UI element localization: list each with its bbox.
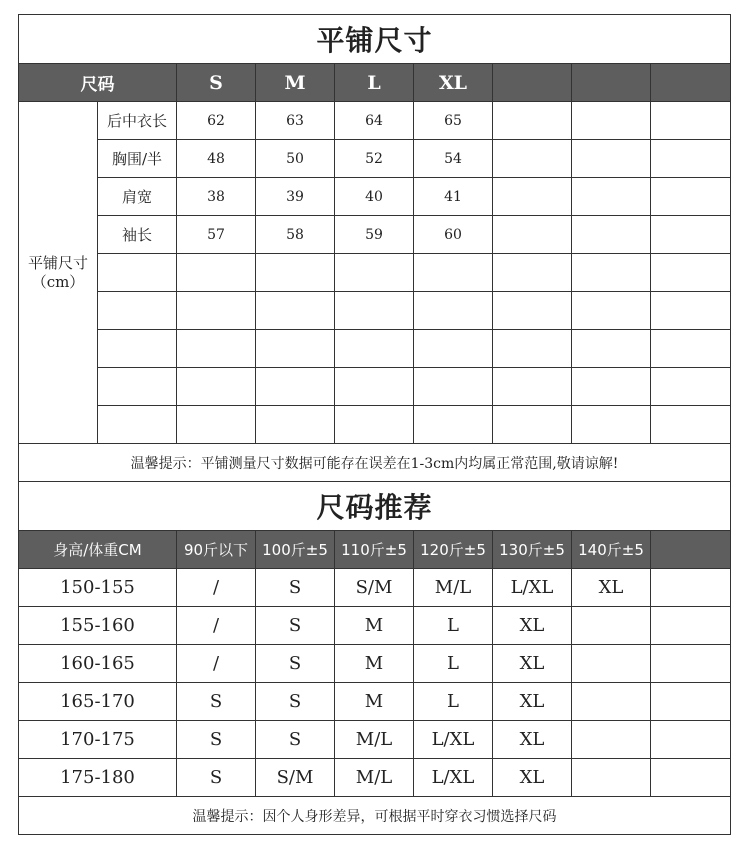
recommended-size	[572, 645, 651, 683]
recommended-size	[651, 569, 731, 607]
size-data-row	[19, 216, 731, 254]
measurement-name	[98, 368, 177, 406]
size-header-cell: M	[256, 64, 335, 102]
size-header-cell: L	[335, 64, 414, 102]
recommended-size	[651, 645, 731, 683]
recommend-header-cell: 100斤±5	[256, 531, 335, 569]
recommend-header-cell: 90斤以下	[177, 531, 256, 569]
measurement-value	[335, 330, 414, 368]
recommended-size: /	[177, 569, 256, 607]
recommend-section-title-row	[19, 482, 731, 531]
measurement-name: 袖长	[98, 216, 177, 254]
measurement-name	[98, 254, 177, 292]
measurement-value: 50	[256, 140, 335, 178]
measurement-value: 54	[414, 140, 493, 178]
measurement-value: 52	[335, 140, 414, 178]
size-group-unit: （cm）	[31, 272, 85, 291]
height-range: 170-175	[19, 721, 177, 759]
recommended-size: S	[256, 607, 335, 645]
measurement-value	[572, 140, 651, 178]
recommended-size: XL	[493, 645, 572, 683]
size-data-row	[19, 254, 731, 292]
measurement-value: 64	[335, 102, 414, 140]
recommend-header-cell: 120斤±5	[414, 531, 493, 569]
recommended-size	[572, 759, 651, 797]
measurement-value	[335, 406, 414, 444]
recommended-size	[572, 721, 651, 759]
size-group-title: 平铺尺寸	[27, 253, 88, 272]
size-note-row	[19, 444, 731, 482]
measurement-value	[256, 330, 335, 368]
recommended-size: M	[335, 645, 414, 683]
measurement-value	[572, 178, 651, 216]
measurement-value	[414, 254, 493, 292]
measurement-value	[493, 368, 572, 406]
measurement-value	[572, 254, 651, 292]
measurement-value	[335, 368, 414, 406]
recommended-size: S	[256, 645, 335, 683]
size-header-cell: XL	[414, 64, 493, 102]
measurement-value: 39	[256, 178, 335, 216]
recommend-header-cell: 140斤±5	[572, 531, 651, 569]
recommended-size: /	[177, 645, 256, 683]
recommended-size: L	[414, 607, 493, 645]
recommend-header-label: 身高/体重CM	[19, 531, 177, 569]
measurement-value: 59	[335, 216, 414, 254]
measurement-value	[414, 406, 493, 444]
measurement-value	[572, 102, 651, 140]
measurement-value: 57	[177, 216, 256, 254]
measurement-value	[493, 254, 572, 292]
size-header-cell	[651, 64, 731, 102]
measurement-value	[493, 102, 572, 140]
recommended-size: /	[177, 607, 256, 645]
measurement-value: 58	[256, 216, 335, 254]
size-chart-body	[19, 15, 731, 835]
recommend-section-title: 尺码推荐	[19, 482, 731, 531]
recommended-size	[651, 759, 731, 797]
recommended-size: M	[335, 607, 414, 645]
measurement-value: 60	[414, 216, 493, 254]
measurement-value	[651, 102, 731, 140]
measurement-name	[98, 292, 177, 330]
measurement-value	[572, 406, 651, 444]
recommended-size: XL	[493, 721, 572, 759]
measurement-value	[651, 406, 731, 444]
measurement-value	[177, 330, 256, 368]
size-chart-sheet	[18, 14, 730, 835]
size-header-cell: S	[177, 64, 256, 102]
size-header-label: 尺码	[19, 64, 177, 102]
recommended-size: XL	[493, 759, 572, 797]
recommended-size: XL	[572, 569, 651, 607]
measurement-value	[493, 292, 572, 330]
height-range: 155-160	[19, 607, 177, 645]
size-data-row	[19, 178, 731, 216]
measurement-value	[414, 330, 493, 368]
recommended-size: S	[177, 721, 256, 759]
measurement-value	[177, 254, 256, 292]
recommended-size	[651, 607, 731, 645]
recommend-note: 温馨提示：因个人身形差异，可根据平时穿衣习惯选择尺码	[19, 797, 731, 835]
measurement-value	[651, 330, 731, 368]
recommend-header-cell: 130斤±5	[493, 531, 572, 569]
measurement-name: 肩宽	[98, 178, 177, 216]
measurement-value: 65	[414, 102, 493, 140]
measurement-value: 40	[335, 178, 414, 216]
recommended-size: L	[414, 683, 493, 721]
size-header-cell	[572, 64, 651, 102]
measurement-value	[414, 368, 493, 406]
measurement-value	[256, 292, 335, 330]
recommended-size: XL	[493, 683, 572, 721]
measurement-name: 胸围/半	[98, 140, 177, 178]
size-section-title-row	[19, 15, 731, 64]
measurement-value	[177, 292, 256, 330]
measurement-value	[256, 368, 335, 406]
measurement-value	[572, 368, 651, 406]
measurement-value	[493, 178, 572, 216]
measurement-value: 48	[177, 140, 256, 178]
recommend-header-cell	[651, 531, 731, 569]
recommended-size: XL	[493, 607, 572, 645]
recommend-data-row	[19, 721, 731, 759]
measurement-value: 63	[256, 102, 335, 140]
measurement-value	[177, 406, 256, 444]
recommended-size: S	[177, 759, 256, 797]
size-chart-table	[18, 14, 731, 835]
recommended-size: L/XL	[414, 759, 493, 797]
recommended-size: M/L	[335, 721, 414, 759]
recommended-size: M/L	[414, 569, 493, 607]
height-range: 175-180	[19, 759, 177, 797]
measurement-value	[335, 292, 414, 330]
measurement-value	[651, 140, 731, 178]
size-section-title: 平铺尺寸	[19, 15, 731, 64]
measurement-value	[414, 292, 493, 330]
recommended-size	[651, 683, 731, 721]
recommend-header-row	[19, 531, 731, 569]
measurement-value	[493, 330, 572, 368]
recommended-size	[651, 721, 731, 759]
size-data-row	[19, 368, 731, 406]
measurement-value	[572, 216, 651, 254]
size-data-row	[19, 406, 731, 444]
size-data-row	[19, 102, 731, 140]
size-data-row	[19, 292, 731, 330]
measurement-value	[651, 368, 731, 406]
recommended-size: S	[256, 721, 335, 759]
recommended-size: M	[335, 683, 414, 721]
measurement-value	[572, 330, 651, 368]
recommend-header-cell: 110斤±5	[335, 531, 414, 569]
recommend-data-row	[19, 683, 731, 721]
measurement-value: 62	[177, 102, 256, 140]
recommended-size: S	[177, 683, 256, 721]
recommended-size: M/L	[335, 759, 414, 797]
recommended-size: S/M	[335, 569, 414, 607]
measurement-value	[651, 178, 731, 216]
recommended-size	[572, 683, 651, 721]
measurement-name	[98, 406, 177, 444]
height-range: 150-155	[19, 569, 177, 607]
measurement-value	[493, 216, 572, 254]
measurement-value	[177, 368, 256, 406]
measurement-value	[572, 292, 651, 330]
measurement-value	[256, 254, 335, 292]
size-header-row	[19, 64, 731, 102]
recommended-size	[572, 607, 651, 645]
size-header-cell	[493, 64, 572, 102]
measurement-value	[651, 292, 731, 330]
recommend-data-row	[19, 607, 731, 645]
measurement-value	[335, 254, 414, 292]
size-note: 温馨提示：平铺测量尺寸数据可能存在误差在1-3cm内均属正常范围,敬请谅解!	[19, 444, 731, 482]
measurement-value: 41	[414, 178, 493, 216]
measurement-value	[493, 140, 572, 178]
recommended-size: S/M	[256, 759, 335, 797]
measurement-value: 38	[177, 178, 256, 216]
size-data-row	[19, 140, 731, 178]
size-group-label	[19, 102, 98, 444]
height-range: 165-170	[19, 683, 177, 721]
recommended-size: S	[256, 683, 335, 721]
recommended-size: L	[414, 645, 493, 683]
measurement-value	[651, 216, 731, 254]
measurement-name: 后中衣长	[98, 102, 177, 140]
recommended-size: S	[256, 569, 335, 607]
measurement-value	[651, 254, 731, 292]
measurement-name	[98, 330, 177, 368]
recommend-note-row	[19, 797, 731, 835]
recommend-data-row	[19, 645, 731, 683]
size-data-row	[19, 330, 731, 368]
measurement-value	[256, 406, 335, 444]
recommended-size: L/XL	[414, 721, 493, 759]
height-range: 160-165	[19, 645, 177, 683]
recommend-data-row	[19, 569, 731, 607]
recommend-data-row	[19, 759, 731, 797]
measurement-value	[493, 406, 572, 444]
recommended-size: L/XL	[493, 569, 572, 607]
